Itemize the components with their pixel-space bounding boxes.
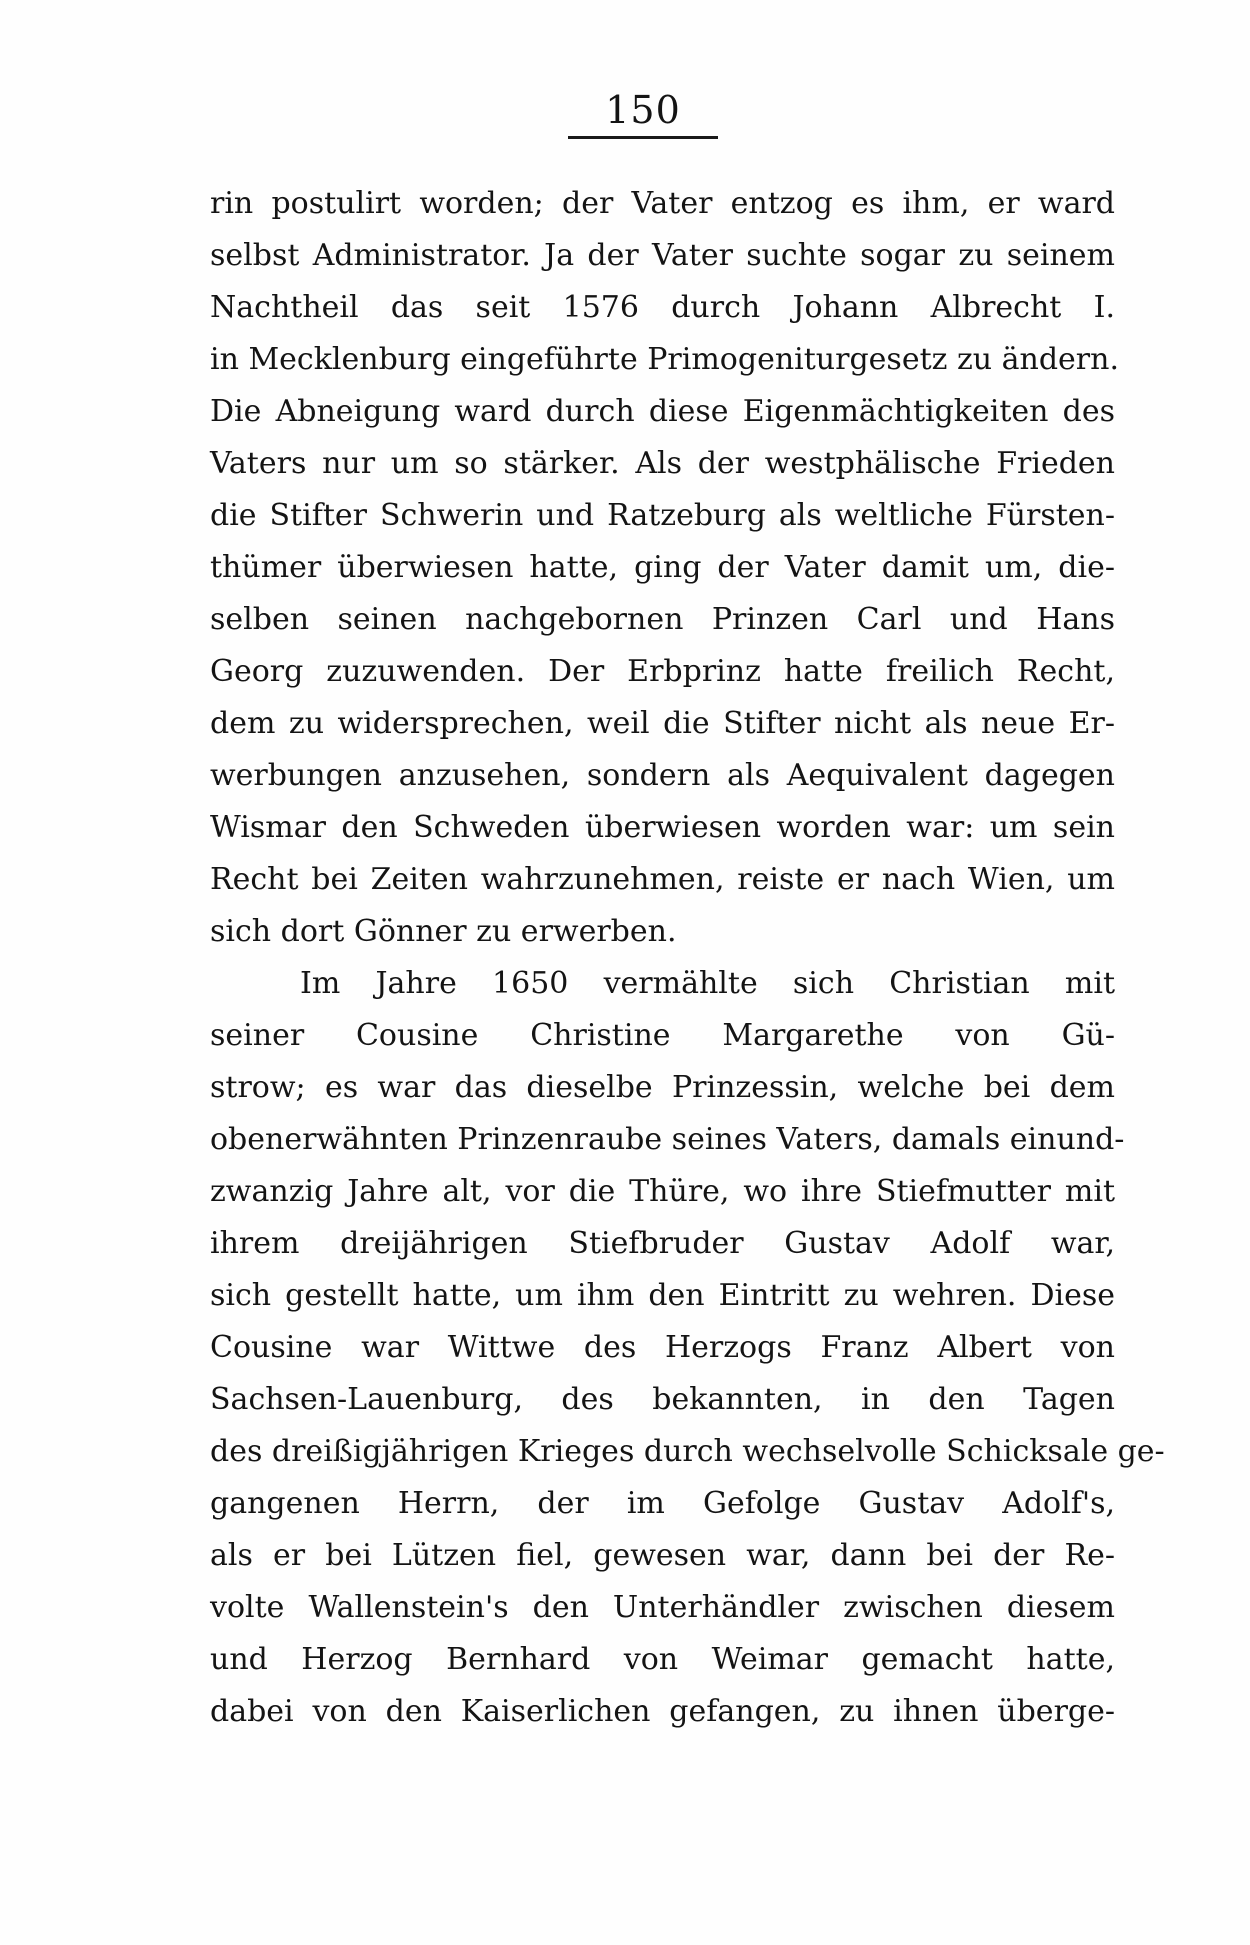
- text-line: rin postulirt worden; der Vater entzog es ihm, er ward: [210, 186, 1115, 221]
- text-line: Vaters nur um so stärker. Als der westphälische Frieden: [210, 446, 1115, 481]
- text-line: dabei von den Kaiserlichen gefangen, zu ihnen überge-: [210, 1694, 1115, 1729]
- text-line: Wismar den Schweden überwiesen worden war: um sein: [210, 810, 1115, 845]
- text-line: Recht bei Zeiten wahrzunehmen, reiste er nach Wien, um: [210, 862, 1115, 897]
- text-line: die Stifter Schwerin und Ratzeburg als weltliche Fürsten-: [210, 498, 1115, 533]
- text-line: volte Wallenstein's den Unterhändler zwischen diesem: [210, 1590, 1115, 1625]
- text-line: thümer überwiesen hatte, ging der Vater damit um, die-: [210, 550, 1115, 585]
- text-line: in Mecklenburg eingeführte Primogeniturgesetz zu ändern.: [210, 342, 1119, 377]
- text-line: Cousine war Wittwe des Herzogs Franz Albert von: [210, 1330, 1115, 1365]
- text-line: sich dort Gönner zu erwerben.: [210, 914, 677, 949]
- text-line: Im Jahre 1650 vermählte sich Christian mit: [300, 966, 1115, 1001]
- text-line: als er bei Lützen fiel, gewesen war, dann bei der Re-: [210, 1538, 1115, 1573]
- text-line: zwanzig Jahre alt, vor die Thüre, wo ihre Stiefmutter mit: [210, 1174, 1115, 1209]
- text-line: selben seinen nachgebornen Prinzen Carl und Hans: [210, 602, 1115, 637]
- text-line: Sachsen-Lauenburg, des bekannten, in den Tagen: [210, 1382, 1115, 1417]
- paragraph-1: [210, 178, 1119, 958]
- text-line: gangenen Herrn, der im Gefolge Gustav Adolf's,: [210, 1486, 1115, 1521]
- text-line: selbst Administrator. Ja der Vater suchte sogar zu seinem: [210, 238, 1115, 273]
- text-line: ihrem dreijährigen Stiefbruder Gustav Adolf war,: [210, 1226, 1115, 1261]
- text-line: sich gestellt hatte, um ihm den Eintritt zu wehren. Diese: [210, 1278, 1115, 1313]
- text-line: Georg zuzuwenden. Der Erbprinz hatte freilich Recht,: [210, 654, 1115, 689]
- text-line: Nachtheil das seit 1576 durch Johann Albrecht I.: [210, 290, 1115, 325]
- page-number: 150: [605, 88, 681, 132]
- text-line: dem zu widersprechen, weil die Stifter nicht als neue Er-: [210, 706, 1115, 741]
- text-line: und Herzog Bernhard von Weimar gemacht hatte,: [210, 1642, 1115, 1677]
- page-number-rule: [568, 136, 718, 139]
- text-line: werbungen anzusehen, sondern als Aequivalent dagegen: [210, 758, 1115, 793]
- text-line: obenerwähnten Prinzenraube seines Vaters, damals einund-: [210, 1122, 1125, 1157]
- body-text: [210, 178, 1165, 1738]
- text-line: strow; es war das dieselbe Prinzessin, welche bei dem: [210, 1070, 1115, 1105]
- text-line: Die Abneigung ward durch diese Eigenmächtigkeiten des: [210, 394, 1115, 429]
- text-line: seiner Cousine Christine Margarethe von Gü-: [210, 1018, 1115, 1053]
- paragraph-2: [210, 958, 1165, 1738]
- text-line: des dreißigjährigen Krieges durch wechselvolle Schicksale ge-: [210, 1434, 1165, 1469]
